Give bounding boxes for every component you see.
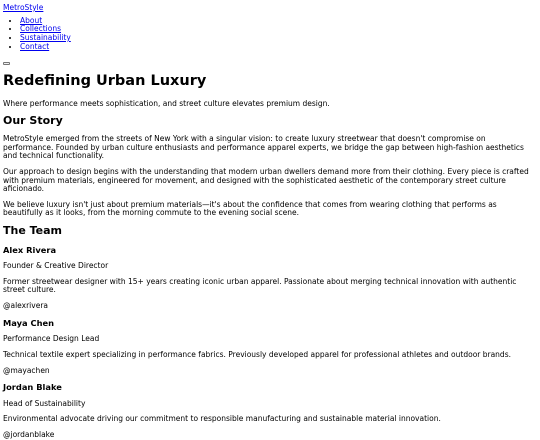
main-nav	[3, 17, 537, 52]
team-member-name: Alex Rivera	[3, 244, 57, 255]
nav-link-contact[interactable]: Contact	[20, 41, 50, 51]
team-member-bio: Technical textile expert specializing in performance fabrics. Previously developed apparel for professional athletes and outdoor brands.	[3, 349, 511, 359]
nav-link-sustainability[interactable]: Sustainability	[20, 32, 71, 42]
hero-subtitle: Where performance meets sophistication, and street culture elevates premium design.	[3, 98, 330, 108]
nav-link-about[interactable]: About	[20, 15, 43, 25]
story-paragraph-2: Our approach to design begins with the understanding that modern urban dwellers demand more from their clothing. Every piece is crafted with premium materials, engineered for movement, and designed with the sophisticated aesthetic of the contemporary street culture aficionado.	[3, 166, 529, 194]
team-member-role: Head of Sustainability	[3, 398, 86, 408]
team-member-handle: @mayachen	[3, 365, 50, 375]
story-heading: Our Story	[3, 114, 63, 128]
team-member-handle: @jordanblake	[3, 429, 55, 439]
brand-link[interactable]: MetroStyle	[3, 3, 44, 12]
team-member-name: Maya Chen	[3, 317, 55, 328]
team-member-card	[3, 319, 537, 375]
team-member-bio: Environmental advocate driving our commitment to responsible manufacturing and sustainable material innovation.	[3, 414, 441, 424]
team-heading: The Team	[3, 224, 63, 238]
team-member-name: Jordan Blake	[3, 382, 62, 393]
hero-section	[3, 73, 537, 108]
nav-item-sustainability	[20, 34, 537, 43]
team-member-role: Founder & Creative Director	[3, 261, 109, 271]
team-section	[3, 225, 537, 439]
team-member-card	[3, 383, 537, 439]
nav-item-collections	[20, 25, 537, 34]
hero-title: Redefining Urban Luxury	[3, 73, 207, 90]
story-paragraph-3: We believe luxury isn't just about premium materials—it's about the confidence that comes from wearing clothing that performs as beautifully as it looks, from the morning commute to the evening social scene.	[3, 199, 497, 218]
team-member-card	[3, 246, 537, 311]
nav-item-contact	[20, 43, 537, 52]
site-header	[3, 4, 537, 65]
team-member-role: Performance Design Lead	[3, 334, 100, 344]
nav-item-about	[20, 17, 537, 26]
team-member-bio: Former streetwear designer with 15+ years creating iconic urban apparel. Passionate about merging technical innovation with authentic street culture.	[3, 276, 517, 295]
team-member-handle: @alexrivera	[3, 301, 48, 311]
nav-link-collections[interactable]: Collections	[20, 24, 62, 34]
story-section	[3, 115, 537, 218]
menu-toggle-button[interactable]	[3, 62, 10, 65]
story-paragraph-1: MetroStyle emerged from the streets of New York with a singular vision: to create luxury streetwear that doesn't compromise on performance. Founded by urban culture enthusiasts and performance apparel experts, we bridge the gap between high-fashion aesthetics and technical functionality.	[3, 134, 524, 161]
